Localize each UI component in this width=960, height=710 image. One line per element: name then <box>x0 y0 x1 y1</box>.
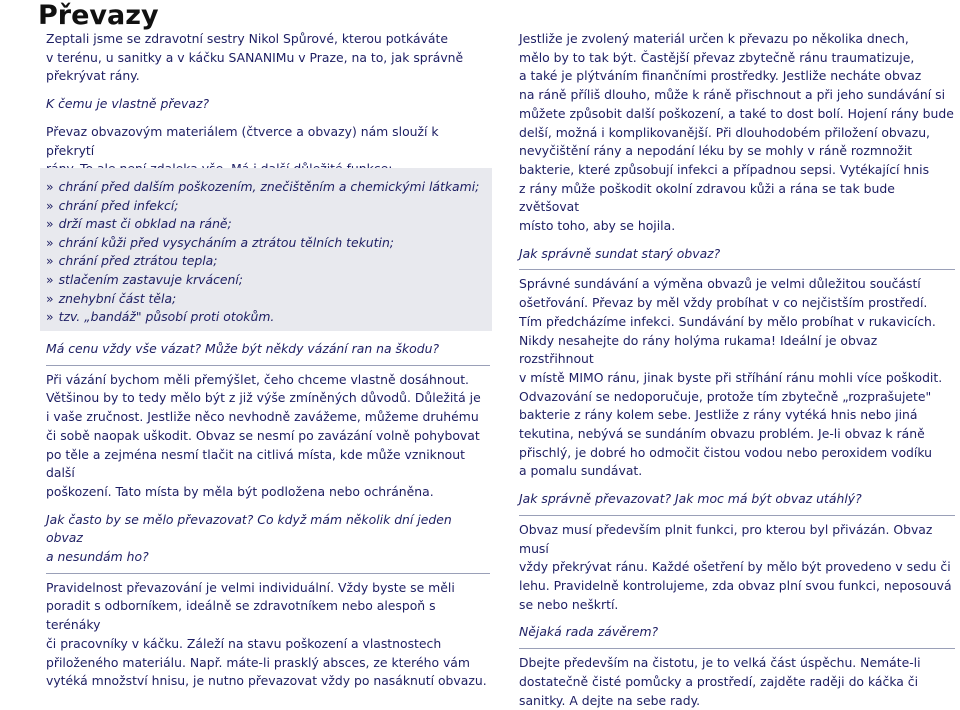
bullet-marker: » <box>46 179 54 194</box>
answer-line: Správné sundávání a výměna obvazů je velmi důležitou součástí <box>519 275 955 294</box>
intro-line: v terénu, u sanitky a v káčku SANANIMu v Praze, na to, jak správně <box>46 49 490 68</box>
intro-line: Zeptali jsme se zdravotní sestry Nikol Spůrové, kterou potkáváte <box>46 30 490 49</box>
answer-line: vytéká množství hnisu, je nutno převazovat vždy po nasáknutí obvazu. <box>46 672 490 691</box>
bullet-marker: » <box>46 253 54 268</box>
intro-line: překrývat rány. <box>46 67 490 86</box>
answer-line: Jestliže je zvolený materiál určen k převazu po několika dnech, <box>519 30 955 49</box>
question-heading: Jak správně sundat starý obvaz? <box>519 245 955 264</box>
answer-line: i vaše zručnost. Jestliže něco nevhodně zavážeme, můžeme druhému <box>46 408 490 427</box>
functions-list <box>46 178 486 327</box>
answer-line: poradit s odborníkem, ideálně se zdravotníkem nebo alespoň s terénáky <box>46 597 490 634</box>
answer-line: nevyčištění rány a nepodání léku by se mohly v ráně rozmnožit <box>519 142 955 161</box>
answer-line: Při vázání bychom měli přemýšlet, čeho chceme vlastně dosáhnout. <box>46 371 490 390</box>
page-title: Převazy <box>38 0 159 36</box>
list-item: » chrání před ztrátou tepla; <box>46 252 486 271</box>
list-item: » drží mast či obklad na ráně; <box>46 215 486 234</box>
answer-line: přischlý, je dobré ho odmočit čistou vodou nebo peroxidem vodíku <box>519 444 955 463</box>
answer-line: místo toho, aby se hojila. <box>519 217 955 236</box>
answer-line: na ráně příliš dlouho, může k ráně přischnout a při jeho sundávání si <box>519 86 955 105</box>
answer-line: Nikdy nesahejte do rány holýma rukama! Ideální je obvaz rozstřihnout <box>519 332 955 369</box>
list-item: » znehybní část těla; <box>46 290 486 309</box>
question-heading: Nějaká rada závěrem? <box>519 623 955 642</box>
answer-line: delší, možná i komplikovanější. Při dlouhodobém přiložení obvazu, <box>519 124 955 143</box>
list-item: » chrání kůži před vysycháním a ztrátou tělních tekutin; <box>46 234 486 253</box>
answer-line: poškození. Tato místa by měla být podložena nebo ochráněna. <box>46 483 490 502</box>
divider <box>46 573 490 574</box>
answer-line: a pomalu sundávat. <box>519 462 955 481</box>
list-item: » stlačením zastavuje krvácení; <box>46 271 486 290</box>
list-item: » chrání před dalším poškozením, znečištěním a chemickými látkami; <box>46 178 486 197</box>
answer-line: Dbejte především na čistotu, je to velká část úspěchu. Nemáte-li <box>519 654 955 673</box>
bullet-marker: » <box>46 235 54 250</box>
answer-line: mělo by to tak být. Častější převaz zbytečně ránu traumatizuje, <box>519 49 955 68</box>
answer-line: tekutina, nebývá se sundáním obvazu problém. Je-li obvaz k ráně <box>519 425 955 444</box>
right-column <box>519 30 955 710</box>
answer-line: ošetřování. Převaz by měl vždy probíhat v co nejčistším prostředí. <box>519 294 955 313</box>
answer-line: Převaz obvazovým materiálem (čtverce a obvazy) nám slouží k překrytí <box>46 123 490 160</box>
list-item: » tzv. „bandáž" působí proti otokům. <box>46 308 486 327</box>
divider <box>519 515 955 516</box>
bullet-marker: » <box>46 291 54 306</box>
question-heading: Má cenu vždy vše vázat? Může být někdy vázání ran na škodu? <box>46 340 490 359</box>
bullet-marker: » <box>46 198 54 213</box>
answer-line: můžete způsobit další poškození, a také to dost bolí. Hojení rány bude <box>519 105 955 124</box>
answer-line: Obvaz musí především plnit funkci, pro kterou byl přivázán. Obvaz musí <box>519 521 955 558</box>
answer-line: bakterie, které způsobují infekci a případnou sepsi. Vytékající hnis <box>519 161 955 180</box>
answer-line: se nebo neškrtí. <box>519 596 955 615</box>
answer-line: lehu. Pravidelně kontrolujeme, zda obvaz plní svou funkci, neposouvá <box>519 577 955 596</box>
left-column-bottom <box>46 340 490 691</box>
answer-line: z rány může poškodit okolní zdravou kůži a rána se tak bude zvětšovat <box>519 180 955 217</box>
question-heading: Jak často by se mělo převazovat? Co když mám několik dní jeden obvaz <box>46 511 490 548</box>
answer-line: Většinou by to tedy mělo být z již výše zmíněných důvodů. Důležitá je <box>46 389 490 408</box>
answer-line: Odvazování se nedoporučuje, protože tím zbytečně „rozprašujete" <box>519 388 955 407</box>
answer-line: Tím předcházíme infekci. Sundávání by mělo probíhat v rukavicích. <box>519 313 955 332</box>
question-heading: K čemu je vlastně převaz? <box>46 95 490 114</box>
bullet-marker: » <box>46 272 54 287</box>
answer-line: přiloženého materiálu. Např. máte-li prasklý absces, ze kterého vám <box>46 654 490 673</box>
bullet-marker: » <box>46 216 54 231</box>
question-heading: Jak správně převazovat? Jak moc má být obvaz utáhlý? <box>519 490 955 509</box>
answer-line: a také je plýtváním finančními prostředky. Jestliže necháte obvaz <box>519 67 955 86</box>
divider <box>519 648 955 649</box>
answer-line: sanitky. A dejte na sebe rady. <box>519 692 955 710</box>
answer-line: v místě MIMO ránu, jinak byste při stříhání ránu mohli více poškodit. <box>519 369 955 388</box>
answer-line: či sobě naopak uškodit. Obvaz se nesmí po zavázání volně pohybovat <box>46 427 490 446</box>
answer-line: či pracovníky v káčku. Záleží na stavu poškození a vlastnostech <box>46 635 490 654</box>
bullet-marker: » <box>46 309 54 324</box>
answer-line: po těle a zejména nesmí tlačit na citlivá místa, kde může vzniknout další <box>46 446 490 483</box>
question-heading: a nesundám ho? <box>46 548 490 567</box>
divider <box>46 365 490 366</box>
list-item: » chrání před infekcí; <box>46 197 486 216</box>
answer-line: bakterie z rány kolem sebe. Jestliže z rány vytéká hnis nebo jiná <box>519 406 955 425</box>
answer-line: Pravidelnost převazování je velmi individuální. Vždy byste se měli <box>46 579 490 598</box>
divider <box>519 269 955 270</box>
left-column-top <box>46 30 490 179</box>
answer-line: vždy překrývat ránu. Každé ošetření by mělo být provedeno v sedu či <box>519 558 955 577</box>
answer-line: dostatečně čisté pomůcky a prostředí, zajděte raději do káčka či <box>519 673 955 692</box>
